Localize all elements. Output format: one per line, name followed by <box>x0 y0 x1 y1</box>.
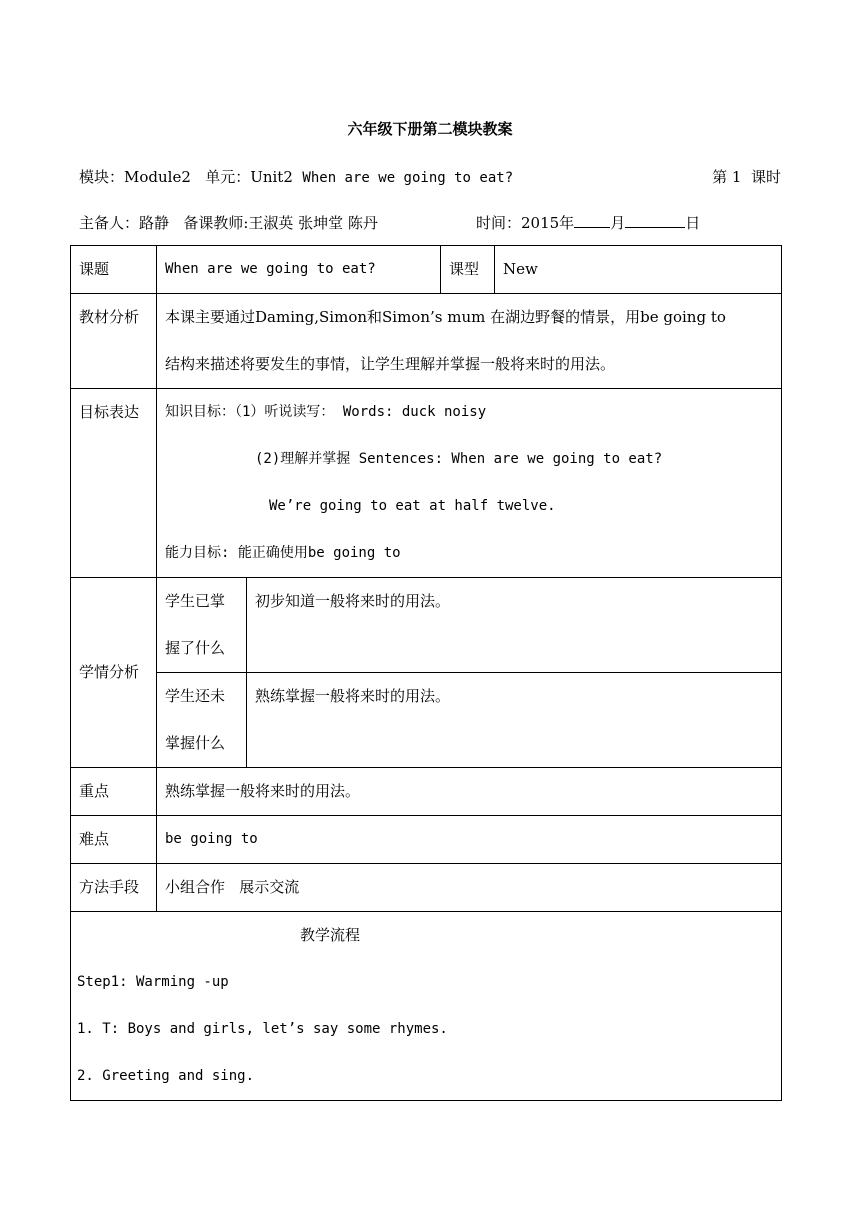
author-line <box>79 212 701 233</box>
analysis-label: 教材分析 <box>71 294 157 389</box>
goal-line: We’re going to eat at half twelve. <box>269 498 556 514</box>
flow-step: Step1: Warming -up <box>77 974 229 990</box>
unit-title: When are we going to eat? <box>302 170 514 186</box>
table-row <box>71 816 782 864</box>
day-blank <box>625 212 685 228</box>
table-row <box>71 389 782 578</box>
key-value: 熟练掌握一般将来时的用法。 <box>157 768 782 816</box>
method-value: 小组合作 展示交流 <box>157 864 782 912</box>
goals-label: 目标表达 <box>71 389 157 578</box>
unknown-label-line: 学生还未 <box>165 687 226 705</box>
analysis-line: 本课主要通过Daming,Simon和Simon’s mum 在湖边野餐的情景，用be going to <box>165 308 726 326</box>
goal-line: (2)理解并掌握 Sentences: When are we going to eat? <box>255 451 663 467</box>
type-value: New <box>495 246 782 294</box>
table-row <box>71 246 782 294</box>
lesson-plan-table <box>70 245 782 1101</box>
topic-label: 课题 <box>71 246 157 294</box>
table-row <box>71 578 782 673</box>
table-row <box>71 768 782 816</box>
unit-label: 单元：Unit2 <box>205 168 293 186</box>
goals-value <box>157 389 782 578</box>
analysis-value <box>157 294 782 389</box>
known-value: 初步知道一般将来时的用法。 <box>247 578 782 673</box>
flow-item: 2. Greeting and sing. <box>77 1068 255 1084</box>
month-label: 月 <box>610 214 626 232</box>
flow-item: 1. T: Boys and girls, let’s say some rhymes. <box>77 1021 448 1037</box>
topic-value: When are we going to eat? <box>157 246 441 294</box>
table-row <box>71 673 782 768</box>
teaching-flow <box>71 912 782 1101</box>
table-row <box>71 294 782 389</box>
goal-line: 知识目标：（1）听说读写： Words: duck noisy <box>165 404 487 420</box>
flow-heading: 教学流程 <box>299 926 360 944</box>
known-label-line: 学生已掌 <box>165 592 226 610</box>
module-line <box>79 166 781 187</box>
lesson-label: 第 1 课时 <box>712 168 781 186</box>
known-label-line: 握了什么 <box>165 639 226 657</box>
unknown-label-line: 掌握什么 <box>165 734 226 752</box>
host-label: 主备人：路静 <box>79 214 170 232</box>
difficult-value: be going to <box>157 816 782 864</box>
unknown-value: 熟练掌握一般将来时的用法。 <box>247 673 782 768</box>
type-label: 课型 <box>441 246 495 294</box>
teachers-label: 备课教师:王淑英 张坤堂 陈丹 <box>183 214 378 232</box>
difficult-label: 难点 <box>71 816 157 864</box>
method-label: 方法手段 <box>71 864 157 912</box>
time-field <box>476 212 700 233</box>
analysis-line: 结构来描述将要发生的事情，让学生理解并掌握一般将来时的用法。 <box>165 355 616 373</box>
module-label: 模块：Module2 <box>79 168 191 186</box>
unknown-label <box>157 673 247 768</box>
document-title: 六年级下册第二模块教案 <box>347 120 513 138</box>
student-analysis-label: 学情分析 <box>71 578 157 768</box>
time-prefix: 时间：2015年 <box>476 214 575 232</box>
key-label: 重点 <box>71 768 157 816</box>
table-row <box>71 912 782 1101</box>
table-row <box>71 864 782 912</box>
goal-line: 能力目标: 能正确使用be going to <box>165 545 401 561</box>
known-label <box>157 578 247 673</box>
month-blank <box>574 212 610 228</box>
day-label: 日 <box>685 214 701 232</box>
